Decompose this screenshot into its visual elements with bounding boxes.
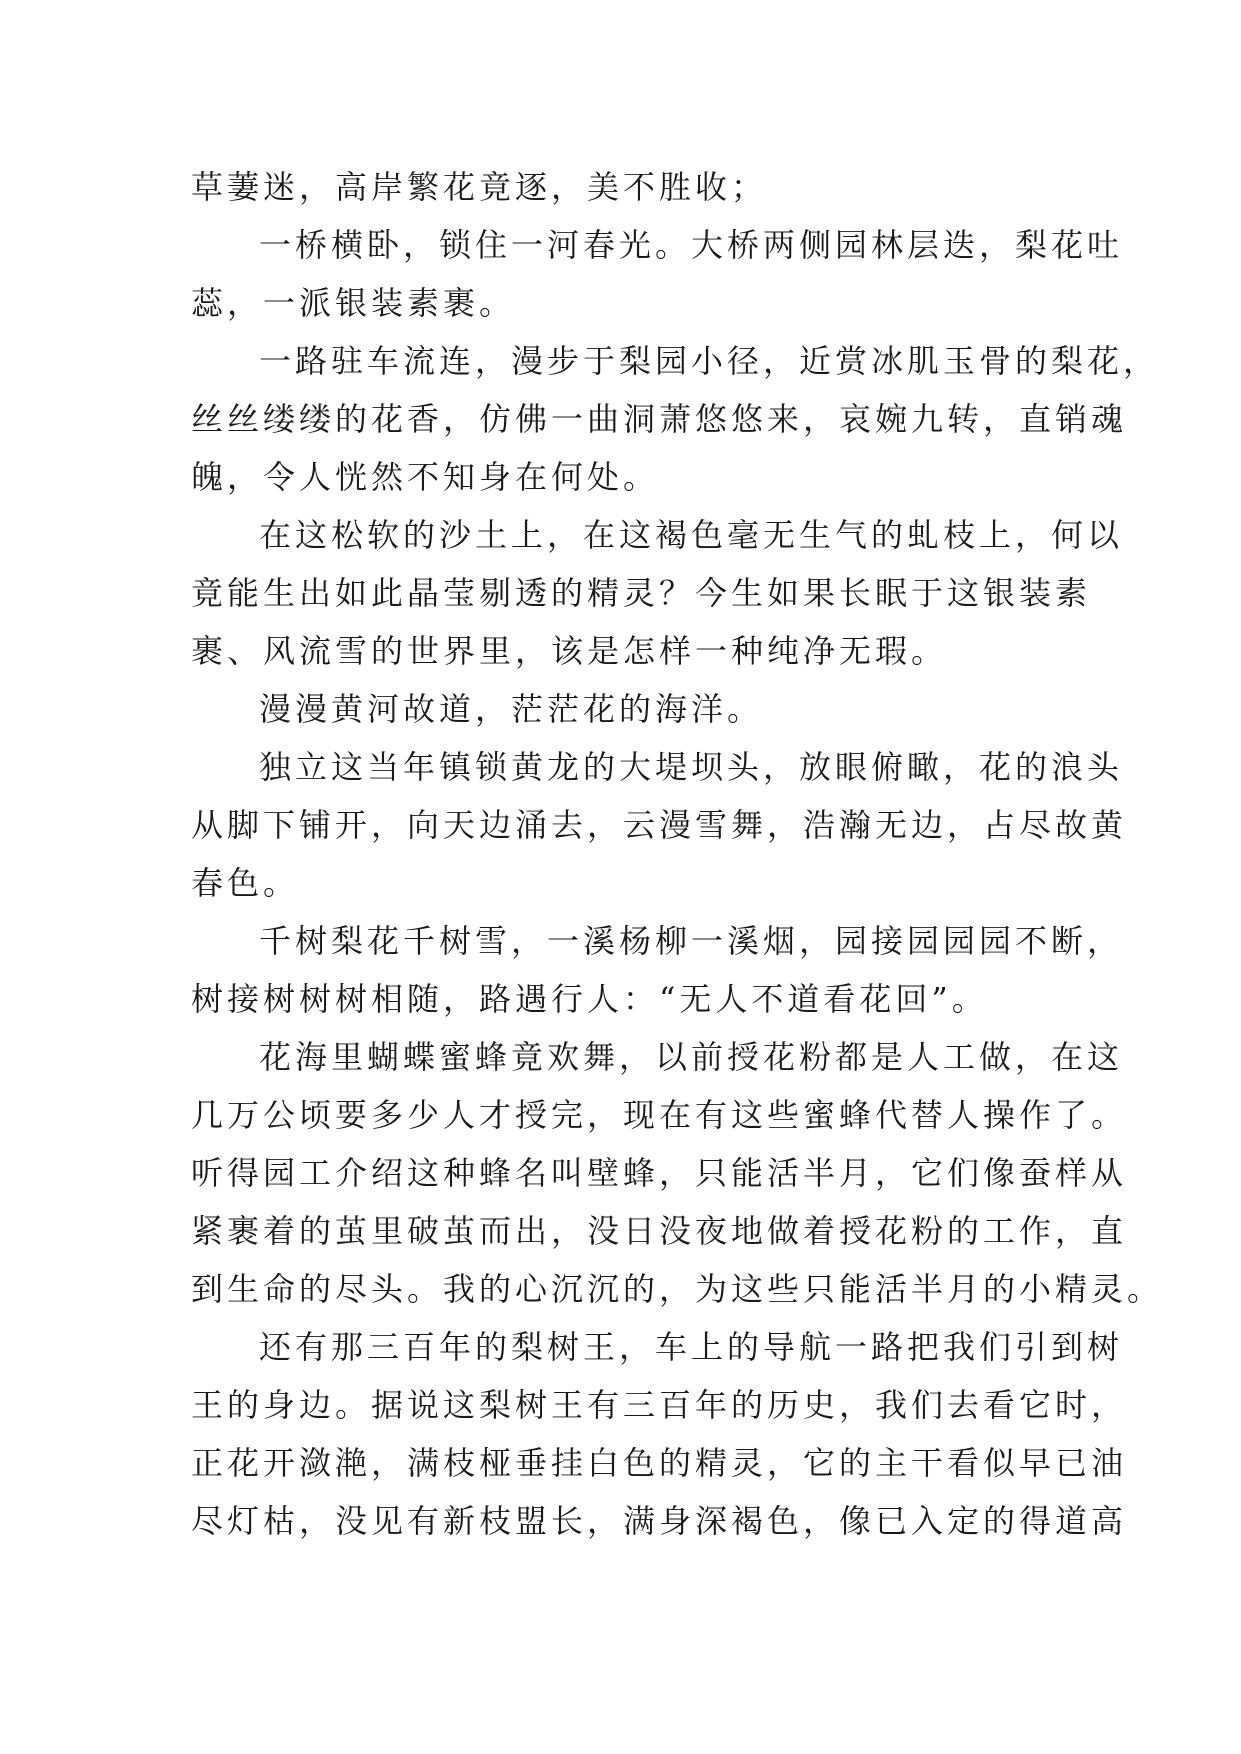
text-line: 独立这当年镇锁黄龙的大堤坝头，放眼俯瞰，花的浪头 bbox=[259, 748, 1124, 786]
body-text bbox=[191, 158, 1164, 1550]
text-line: 蕊，一派银装素裹。 bbox=[191, 284, 516, 322]
text-line: 裹、风流雪的世界里，该是怎样一种纯净无瑕。 bbox=[191, 632, 948, 670]
text-line: 一桥横卧，锁住一河春光。大桥两侧园林层迭，梨花吐 bbox=[259, 226, 1124, 264]
text-line: 到生命的尽头。我的心沉沉的，为这些只能活半月的小精灵。 bbox=[191, 1270, 1164, 1308]
text-line: 几万公顷要多少人才授完，现在有这些蜜蜂代替人操作了。 bbox=[191, 1096, 1128, 1134]
text-line: 从脚下铺开，向天边涌去，云漫雪舞，浩瀚无边，占尽故黄 bbox=[191, 806, 1128, 844]
text-line: 听得园工介绍这种蜂名叫壁蜂，只能活半月，它们像蚕样从 bbox=[191, 1154, 1128, 1192]
text-line: 花海里蝴蝶蜜蜂竟欢舞，以前授花粉都是人工做，在这 bbox=[259, 1038, 1124, 1076]
text-line: 一路驻车流连，漫步于梨园小径，近赏冰肌玉骨的梨花， bbox=[259, 342, 1160, 380]
text-line: 春色。 bbox=[191, 864, 300, 902]
text-line: 竟能生出如此晶莹剔透的精灵？今生如果长眠于这银装素 bbox=[191, 574, 1092, 612]
text-line: 在这松软的沙土上，在这褐色毫无生气的虬枝上，何以 bbox=[259, 516, 1124, 554]
text-line: 草萋迷，高岸繁花竟逐，美不胜收； bbox=[191, 168, 768, 206]
text-line: 千树梨花千树雪，一溪杨柳一溪烟，园接园园园不断， bbox=[259, 922, 1124, 960]
text-line: 漫漫黄河故道，茫茫花的海洋。 bbox=[259, 690, 764, 728]
text-line: 紧裹着的茧里破茧而出，没日没夜地做着授花粉的工作，直 bbox=[191, 1212, 1128, 1250]
text-line: 丝丝缕缕的花香，仿佛一曲洞萧悠悠来，哀婉九转，直销魂 bbox=[191, 400, 1128, 438]
text-line: 魄，令人恍然不知身在何处。 bbox=[191, 458, 660, 496]
text-line: 树接树树树相随，路遇行人：“无人不道看花回”。 bbox=[191, 980, 988, 1018]
text-line: 还有那三百年的梨树王，车上的导航一路把我们引到树 bbox=[259, 1328, 1124, 1366]
text-line: 正花开潋滟，满枝桠垂挂白色的精灵，它的主干看似早已油 bbox=[191, 1444, 1128, 1482]
text-line: 王的身边。据说这梨树王有三百年的历史，我们去看它时， bbox=[191, 1386, 1128, 1424]
text-line: 尽灯枯，没见有新枝盟长，满身深褐色，像已入定的得道高 bbox=[191, 1502, 1128, 1540]
